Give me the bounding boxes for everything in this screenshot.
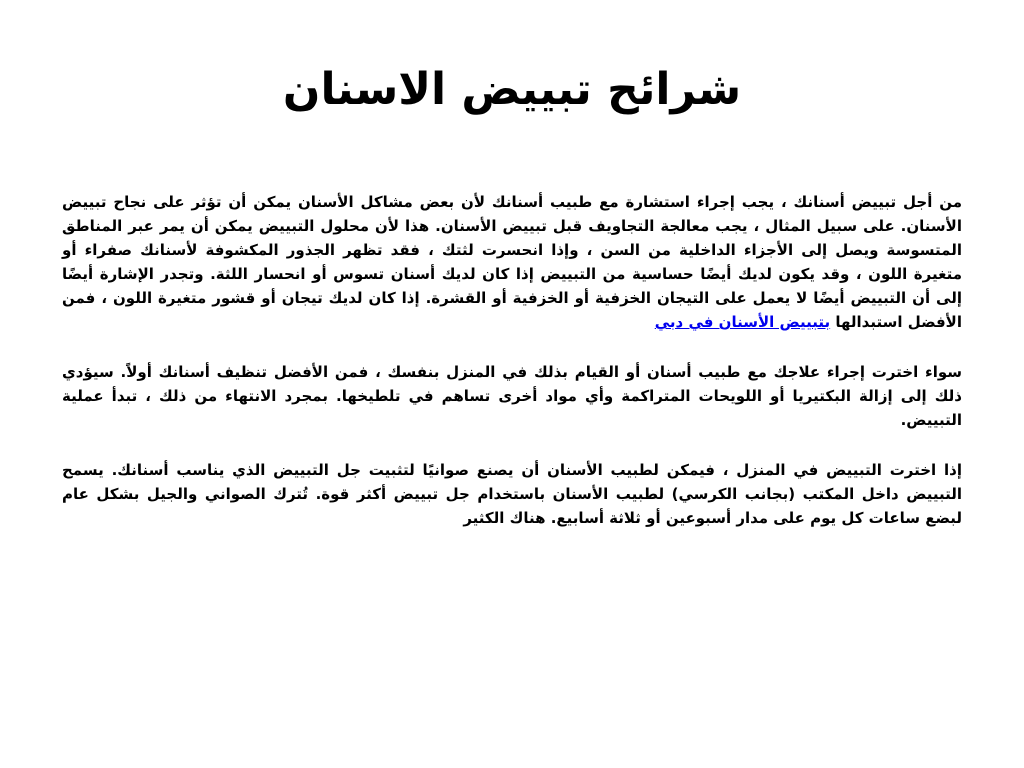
- slide-body: [62, 190, 962, 556]
- paragraph-2: [62, 360, 962, 432]
- paragraph-1-text: من أجل تبييض أسنانك ، يجب إجراء استشارة مع طبيب أسنانك لأن بعض مشاكل الأسنان يمكن أن تؤثر على نجاح تبييض الأسنان. على سبيل المثال ، يجب معالجة التجاويف قبل تبييض الأسنان. هذا لأن محلول التبييض يمكن أن يمر عبر المناطق المتسوسة ويصل إلى الأجزاء الداخلية من السن ، وإذا انحسرت لثتك ، فقد تظهر الجذور المكشوفة لأسنانك صفراء أو متغيرة اللون ، وقد يكون لديك أيضًا حساسية من التبييض إذا كان لديك أسنان تسوس أو انحسار اللثة. وتجدر الإشارة أيضًا إلى أن التبييض أيضًا لا يعمل على التيجان الخزفية أو الخزفية أو القشرة. إذا كان لديك تيجان أو قشور متغيرة اللون ، فمن الأفضل استبدالها: [62, 193, 962, 331]
- paragraph-2-text: سواء اخترت إجراء علاجك مع طبيب أسنان أو القيام بذلك في المنزل بنفسك ، فمن الأفضل تنظيف أسنانك أولاً. سيؤدي ذلك إلى إزالة البكتيريا أو اللويحات المتراكمة وأي مواد أخرى تساهم في تلطيخها. بمجرد الانتهاء من ذلك ، تبدأ عملية التبييض.: [62, 363, 962, 429]
- paragraph-1: [62, 190, 962, 334]
- slide-title: شرائح تبييض الاسنان: [282, 64, 742, 115]
- paragraph-3: [62, 458, 962, 530]
- paragraph-3-text: إذا اخترت التبييض في المنزل ، فيمكن لطبيب الأسنان أن يصنع صوانيًا لتثبيت جل التبييض الذي يناسب أسنانك. يسمح التبييض داخل المكتب (بجانب الكرسي) لطبيب الأسنان باستخدام جل تبييض أكثر قوة. تُترك الصواني والجيل بشكل عام لبضع ساعات كل يوم على مدار أسبوعين أو ثلاثة أسابيع. هناك الكثير: [62, 461, 962, 527]
- whitening-dubai-link[interactable]: بتبييض الأسنان في دبي: [654, 313, 831, 331]
